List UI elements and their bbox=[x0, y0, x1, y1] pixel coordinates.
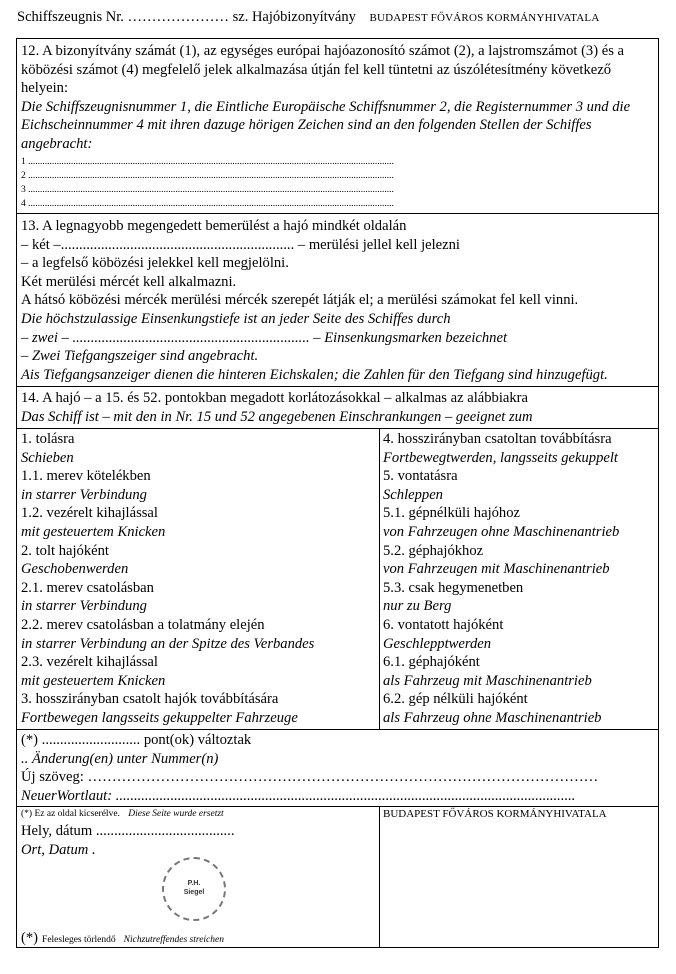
option-label: 6.2. gép nélküli hajóként bbox=[383, 691, 528, 708]
option-label-de: von Fahrzeugen ohne Maschinenantrieb bbox=[383, 523, 620, 540]
option-label: 1. tolásra bbox=[21, 431, 75, 447]
option-label-de: mit gesteuertem Knicken bbox=[21, 672, 166, 689]
place-date-de: Ort, Datum . bbox=[21, 841, 96, 858]
s13-line-5: A hátsó köbözési mércék merülési mércék szerepét látják el; a merülési számokat fel kell vinni. bbox=[21, 292, 579, 309]
s13-de-line-1: Die höchstzulassige Einsenkungstiefe ist an jeder Seite des Schiffes durch bbox=[21, 310, 451, 327]
s13-de-line-4: Ais Tiefgangsanzeiger dienen die hinteren Eichskalen; die Zahlen für den Tiefgang sind hinzugefügt. bbox=[21, 366, 608, 383]
footer-note bbox=[17, 929, 379, 947]
s13-line-4: Két merülési mércét kell alkalmazni. bbox=[21, 273, 237, 290]
authority-block bbox=[379, 807, 660, 822]
option-label-de: als Fahrzeug mit Maschinenantrieb bbox=[383, 672, 592, 689]
replaced-note-de: Diese Seite wurde ersetzt bbox=[128, 809, 224, 819]
option-label-de: in starrer Verbindung bbox=[21, 598, 147, 615]
location-field-4[interactable]: 4 .......................................................................................................................................................... bbox=[21, 198, 394, 209]
section-14-intro bbox=[17, 389, 658, 426]
location-field-1[interactable]: 1 .......................................................................................................................................................... bbox=[21, 156, 394, 167]
new-text-de-field[interactable]: NeuerWortlaut: .............................................................................................................................. bbox=[21, 787, 576, 804]
option-label-de: nur zu Berg bbox=[383, 598, 452, 615]
s12-line-1: 12. A bizonyítvány számát (1), az egységes európai hajóazonosító számot (2), a lajstromszámot (3) és a bbox=[21, 43, 625, 59]
signature-block bbox=[17, 807, 379, 859]
option-label: 5.3. csak hegymenetben bbox=[383, 579, 524, 596]
section-12 bbox=[17, 42, 658, 211]
option-label: 6.1. géphajóként bbox=[383, 654, 480, 671]
s13-line-1: 13. A legnagyobb megengedett bemerülést a hajó mindkét oldalán bbox=[21, 218, 407, 234]
s13-line-3: – a legfelső köbözési jelekkel kell megjelölni. bbox=[21, 255, 289, 272]
divider bbox=[17, 386, 658, 387]
issuing-authority: BUDAPEST FŐVÁROS KORMÁNYHIVATALA bbox=[369, 12, 600, 24]
s12-de-line-1: Die Schiffszeugnisnummer 1, die Eintliche Europäische Schiffsnummer 2, die Registernummer 3 und die bbox=[21, 98, 631, 115]
option-label: 2.3. vezérelt kihajlással bbox=[21, 654, 158, 671]
changed-points-de: .. Änderung(en) unter Nummer(n) bbox=[21, 750, 219, 767]
replaced-note-hu: (*) Ez az oldal kicserélve. bbox=[21, 809, 120, 819]
option-label: 1.1. merev kötelékben bbox=[21, 468, 151, 485]
place-date-field[interactable]: Hely, dátum ...................................... bbox=[21, 823, 235, 839]
authority-right: BUDAPEST FŐVÁROS KORMÁNYHIVATALA bbox=[383, 808, 607, 820]
changed-points-field[interactable]: (*) ........................... pont(ok) változtak bbox=[21, 732, 252, 748]
divider bbox=[17, 428, 658, 429]
footer-hu: Felesleges törlendő bbox=[42, 935, 116, 945]
section-13 bbox=[17, 217, 658, 384]
changes-section bbox=[17, 731, 658, 805]
option-label-de: Geschlepptwerden bbox=[383, 635, 492, 652]
s12-line-2: köbözési számot (4) megfelelő jelek alkalmazása útján fel kell tüntetni az úszólétesítmény következő bbox=[21, 61, 612, 78]
column-divider bbox=[379, 806, 380, 948]
s14-intro-de: Das Schiff ist – mit den in Nr. 15 und 52 angegebenen Einschrankungen – geeignet zum bbox=[21, 408, 533, 425]
option-label-de: in starrer Verbindung bbox=[21, 486, 147, 503]
option-label-de: Fortbewegtwerden, langsseits gekuppelt bbox=[383, 449, 618, 466]
s14-intro: 14. A hajó – a 15. és 52. pontokban megadott korlátozásokkal – alkalmas az alábbiakra bbox=[21, 390, 528, 406]
divider bbox=[17, 729, 658, 730]
s12-de-line-3: angebracht: bbox=[21, 135, 93, 152]
option-label: 5.1. gépnélküli hajóhoz bbox=[383, 505, 520, 522]
location-field-3[interactable]: 3 .......................................................................................................................................................... bbox=[21, 184, 394, 195]
option-label-de: mit gesteuertem Knicken bbox=[21, 523, 166, 540]
s14-left-column bbox=[17, 430, 379, 728]
footer-star: (*) bbox=[21, 930, 39, 946]
option-label-de: Schleppen bbox=[383, 486, 443, 503]
stamp-text: P.H. bbox=[187, 880, 201, 887]
location-field-2[interactable]: 2 .......................................................................................................................................................... bbox=[21, 170, 394, 181]
option-label-de: als Fahrzeug ohne Maschinenantrieb bbox=[383, 709, 602, 726]
option-label: 5.2. géphajókhoz bbox=[383, 542, 484, 559]
s14-right-column bbox=[379, 430, 660, 728]
divider bbox=[17, 213, 658, 214]
option-label-de: in starrer Verbindung an der Spitze des Verbandes bbox=[21, 635, 315, 652]
option-label: 2.2. merev csatolásban a tolatmány elején bbox=[21, 616, 265, 633]
stamp-text-de: Siegel bbox=[183, 889, 205, 896]
option-label-de: von Fahrzeugen mit Maschinenantrieb bbox=[383, 561, 610, 578]
certificate-frame bbox=[16, 38, 659, 948]
option-label: 3. hosszirányban csatolt hajók továbbítására bbox=[21, 691, 279, 708]
s13-de-line-3: – Zwei Tiefgangszeiger sind angebracht. bbox=[21, 348, 259, 365]
option-label: 1.2. vezérelt kihajlással bbox=[21, 505, 158, 522]
replaced-note bbox=[21, 807, 375, 822]
option-label: 2.1. merev csatolásban bbox=[21, 579, 154, 596]
new-text-field[interactable]: Új szöveg: …………………………………………………………………………………………… bbox=[21, 769, 599, 786]
s13-line-2: – két –................................................................ – merülési jellel kell jelezni bbox=[21, 236, 460, 253]
option-label: 6. vontatott hajóként bbox=[383, 616, 504, 633]
option-label: 5. vontatásra bbox=[383, 468, 458, 485]
option-label-de: Fortbewegen langsseits gekuppelter Fahrzeuge bbox=[21, 709, 298, 726]
option-label-de: Schieben bbox=[21, 449, 74, 466]
document-header bbox=[17, 9, 600, 26]
option-label: 2. tolt hajóként bbox=[21, 542, 109, 559]
seal-stamp bbox=[162, 857, 226, 921]
footer-de: Nichzutreffendes streichen bbox=[123, 935, 224, 945]
s13-de-line-2: – zwei – ................................................................. – Einsenkungsmarken bezeichnet bbox=[21, 329, 507, 346]
option-label-de: Geschobenwerden bbox=[21, 561, 129, 578]
certificate-title: Schiffszeugnis Nr. ………………… sz. Hajóbizonyítvány bbox=[17, 9, 356, 25]
s12-de-line-2: Eichscheinnummer 4 mit ihren dazuge hörigen Zeichen sind an den folgenden Stellen der Schiffes bbox=[21, 117, 592, 134]
option-label: 4. hosszirányban csatoltan továbbításra bbox=[383, 431, 612, 447]
s12-line-3: helyein: bbox=[21, 80, 69, 97]
